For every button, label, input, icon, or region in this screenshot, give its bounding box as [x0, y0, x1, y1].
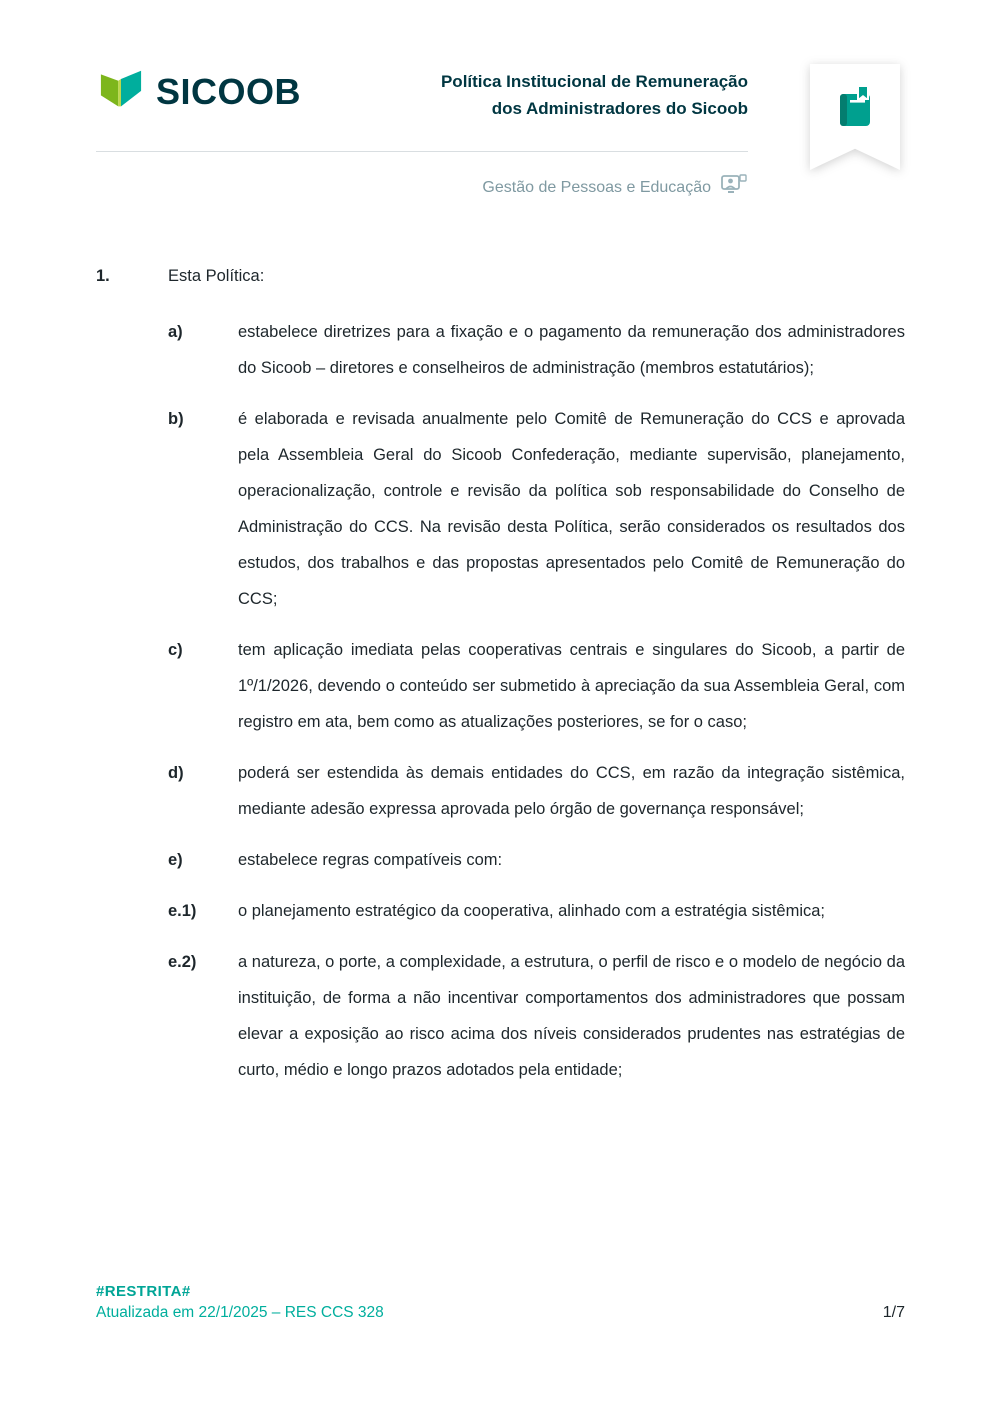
bookmark-ribbon [810, 64, 900, 170]
book-icon [831, 82, 879, 170]
item-label: c) [168, 641, 183, 659]
sicoob-wordmark: SICOOB [156, 70, 302, 112]
footer-left [96, 1283, 384, 1322]
section-heading [96, 258, 905, 294]
clause-list [168, 314, 905, 1088]
section-title: Esta Política: [168, 267, 265, 285]
item-text: é elaborada e revisada anualmente pelo Comitê de Remuneração do CCS e aprovada pela Assembleia Geral do Sicoob Confederação, mediante supervisão, planejamento, operacionalização, controle e revisão da política sob responsabilidade do Conselho de Administração do CCS. Na revisão desta Política, serão considerados os resultados dos estudos, dos trabalhos e das propostas apresentados pelo Comitê de Remuneração do CCS; [238, 410, 905, 608]
document-body [96, 258, 905, 1103]
item-text: poderá ser estendida às demais entidades do CCS, em razão da integração sistêmica, mediante adesão expressa aprovada pelo órgão de governança responsável; [238, 764, 905, 818]
item-text: o planejamento estratégico da cooperativa, alinhado com a estratégia sistêmica; [238, 902, 826, 920]
document-title-line2: dos Administradores do Sicoob [491, 99, 748, 118]
document-title-line1: Política Institucional de Remuneração [440, 72, 748, 91]
department-line [482, 174, 748, 201]
updated-line: Atualizada em 22/1/2025 – RES CCS 328 [96, 1304, 384, 1321]
item-label: d) [168, 764, 184, 782]
list-item [168, 632, 905, 740]
department-icon [720, 174, 748, 201]
list-item [168, 944, 905, 1088]
list-item [168, 842, 905, 878]
sicoob-logo-icon [96, 68, 146, 115]
list-item [168, 755, 905, 827]
item-text: estabelece diretrizes para a fixação e o pagamento da remuneração dos administradores do Sicoob – diretores e conselheiros de administração (membros estatutários); [238, 323, 905, 377]
item-text: a natureza, o porte, a complexidade, a estrutura, o perfil de risco e o modelo de negócio da instituição, de forma a não incentivar comportamentos dos administradores que possam elevar a exposição ao risco acima dos níveis considerados prudentes nas estratégias de curto, médio e longo prazos adotados pela entidade; [238, 953, 905, 1079]
department-label: Gestão de Pessoas e Educação [482, 178, 711, 196]
book-badge [810, 64, 900, 170]
page-number: 1/7 [882, 1304, 905, 1321]
item-label: e.2) [168, 953, 197, 971]
sicoob-logo [96, 68, 301, 115]
restricted-badge: #RESTRITA# [96, 1283, 191, 1300]
list-item [168, 893, 905, 929]
section-number: 1. [96, 267, 110, 285]
document-title [441, 68, 748, 122]
item-label: e) [168, 851, 183, 869]
page-footer [96, 1283, 905, 1322]
header-divider [96, 151, 748, 152]
item-text: estabelece regras compatíveis com: [238, 851, 503, 869]
item-label: b) [168, 410, 184, 428]
item-label: a) [168, 323, 183, 341]
item-label: e.1) [168, 902, 197, 920]
item-text: tem aplicação imediata pelas cooperativas centrais e singulares do Sicoob, a partir de 1º/1/2026, devendo o conteúdo ser submetido à apreciação da sua Assembleia Geral, com registro em ata, bem como as atualizações posteriores, se for o caso; [238, 641, 905, 731]
list-item [168, 314, 905, 386]
list-item [168, 401, 905, 617]
